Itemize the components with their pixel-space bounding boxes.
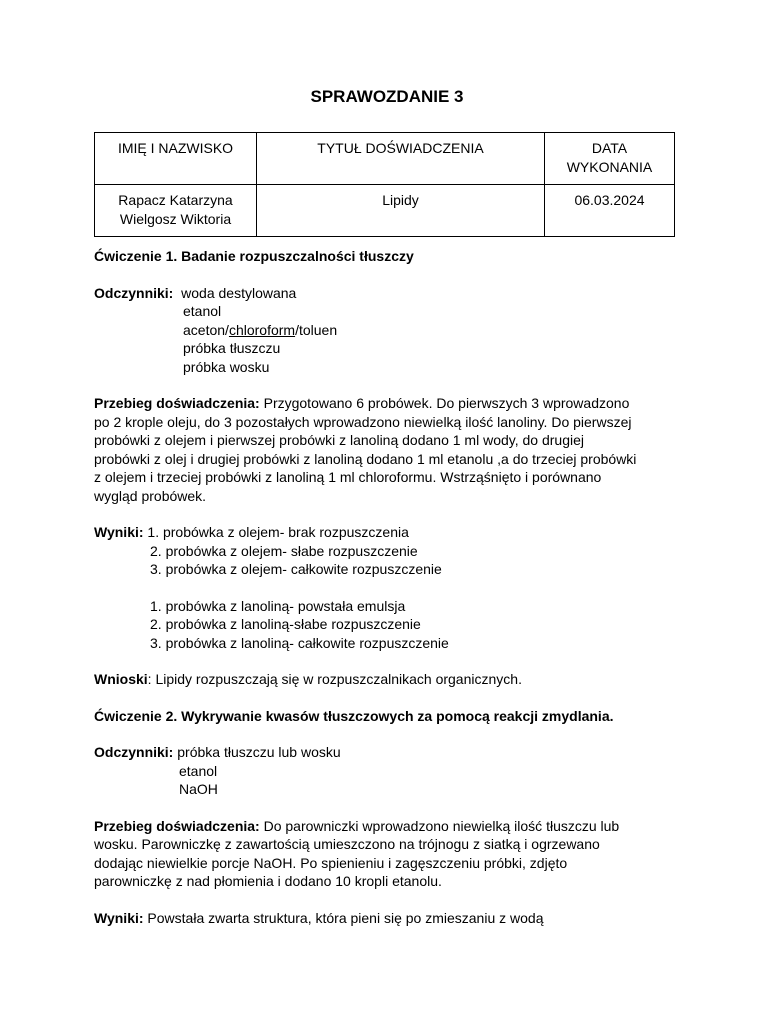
ex2-results-text: Powstała zwarta struktura, która pieni się po zmieszaniu z wodą — [143, 909, 544, 926]
info-table — [94, 132, 675, 237]
info-table-value-row — [95, 185, 675, 237]
ex1-reagent-2: etanol — [183, 303, 222, 319]
result-lanolin-3: 3. probówka z lanoliną- całkowite rozpuszczenie — [150, 634, 449, 651]
cell-date: 06.03.2024 — [545, 185, 675, 237]
document-title — [94, 86, 680, 108]
ex1-procedure-label: Przebieg doświadczenia: — [94, 395, 260, 411]
ex1-results-label: Wyniki: — [94, 524, 144, 540]
ex1-conclusion-label: Wnioski — [94, 671, 148, 687]
ex1-heading-text: Ćwiczenie 1. Badanie rozpuszczalności tłuszczy — [94, 248, 414, 264]
result-lanolin-2: 2. probówka z lanoliną-słabe rozpuszczenie — [150, 616, 421, 632]
name-2: Wielgosz Wiktoria — [119, 210, 232, 227]
result-oil-3: 3. probówka z olejem- całkowite rozpuszczenie — [150, 561, 442, 577]
ex1-reagent-5: próbka wosku — [183, 358, 270, 375]
ex1-procedure-line: wygląd probówek. — [94, 487, 207, 504]
ex2-reagents-label: Odczynniki: — [94, 744, 174, 760]
ex1-procedure-line: z olejem i trzeciej probówki z lanoliną 1 ml chloroformu. Wstrząśnięto i porównano — [94, 469, 602, 485]
ex2-procedure — [94, 817, 680, 891]
info-table-header-row — [95, 133, 675, 185]
ex1-conclusion — [94, 670, 680, 689]
ex2-procedure-line: wosku. Parowniczkę z zawartością umieszczono na trójnogu z siatką i ogrzewano — [94, 836, 600, 852]
ex2-reagent-3: NaOH — [179, 781, 218, 797]
ex2-reagent-2: etanol — [179, 762, 218, 779]
result-lanolin-1: 1. probówka z lanoliną- powstała emulsja — [150, 597, 406, 614]
ex2-heading — [94, 707, 680, 726]
name-1: Rapacz Katarzyna — [118, 192, 233, 208]
ex1-reagent-3-pre: aceton/ — [183, 321, 229, 338]
ex2-results-label: Wyniki: — [94, 909, 144, 926]
ex2-procedure-label: Przebieg doświadczenia: — [94, 817, 260, 834]
ex1-reagent-4: próbka tłuszczu — [183, 340, 281, 356]
ex1-reagents-label: Odczynniki: — [94, 284, 174, 301]
report-body — [94, 247, 680, 927]
ex1-procedure-line: probówki z olejem i pierwszej probówki z lanoliną dodano 1 ml wody, do drugiej — [94, 432, 584, 448]
ex2-procedure-line: dodając niewielkie porcje NaOH. Po spienieniu i zagęszczeniu próbki, zdjęto — [94, 854, 568, 871]
ex2-reagent-1: próbka tłuszczu lub wosku — [173, 744, 341, 760]
cell-experiment-title: Lipidy — [257, 185, 545, 237]
ex1-procedure — [94, 394, 680, 505]
header-date: DATA WYKONANIA — [545, 133, 675, 185]
result-oil-2: 2. probówka z olejem- słabe rozpuszczenie — [150, 542, 418, 559]
header-name: IMIĘ I NAZWISKO — [95, 133, 257, 185]
ex1-reagents — [94, 284, 680, 303]
ex2-procedure-line: Do parowniczki wprowadzono niewielką ilość tłuszczu lub — [259, 817, 620, 834]
cell-names — [95, 185, 257, 237]
ex1-procedure-line: probówki z olej i drugiej probówki z lanoliną dodano 1 ml etanolu ,a do trzeciej probówki — [94, 450, 637, 467]
ex1-reagent-3-post: /toluen — [295, 321, 338, 338]
ex1-reagent-3 — [94, 321, 680, 340]
header-experiment-title: TYTUŁ DOŚWIADCZENIA — [257, 133, 545, 185]
ex2-results — [94, 909, 680, 928]
ex1-heading — [94, 247, 680, 266]
ex2-reagents — [94, 743, 680, 762]
ex2-heading-text: Ćwiczenie 2. Wykrywanie kwasów tłuszczowych za pomocą reakcji zmydlania. — [94, 707, 614, 724]
ex1-procedure-line: Przygotowano 6 probówek. Do pierwszych 3 wprowadzono — [259, 395, 630, 411]
ex2-procedure-line: parowniczkę z nad płomienia i dodano 10 kropli etanolu. — [94, 873, 442, 889]
ex1-results — [94, 523, 680, 652]
ex1-procedure-line: po 2 krople oleju, do 3 pozostałych wprowadzono niewielką ilość lanoliny. Do pierwszej — [94, 413, 632, 430]
result-oil-1: 1. probówka z olejem- brak rozpuszczenia — [143, 524, 409, 540]
ex1-reagent-1: woda destylowana — [181, 284, 297, 301]
ex1-reagent-3-link: chloroform — [228, 321, 296, 338]
title-text: SPRAWOZDANIE 3 — [310, 87, 464, 106]
ex1-conclusion-text: : Lipidy rozpuszczają się w rozpuszczalnikach organicznych. — [147, 671, 522, 687]
